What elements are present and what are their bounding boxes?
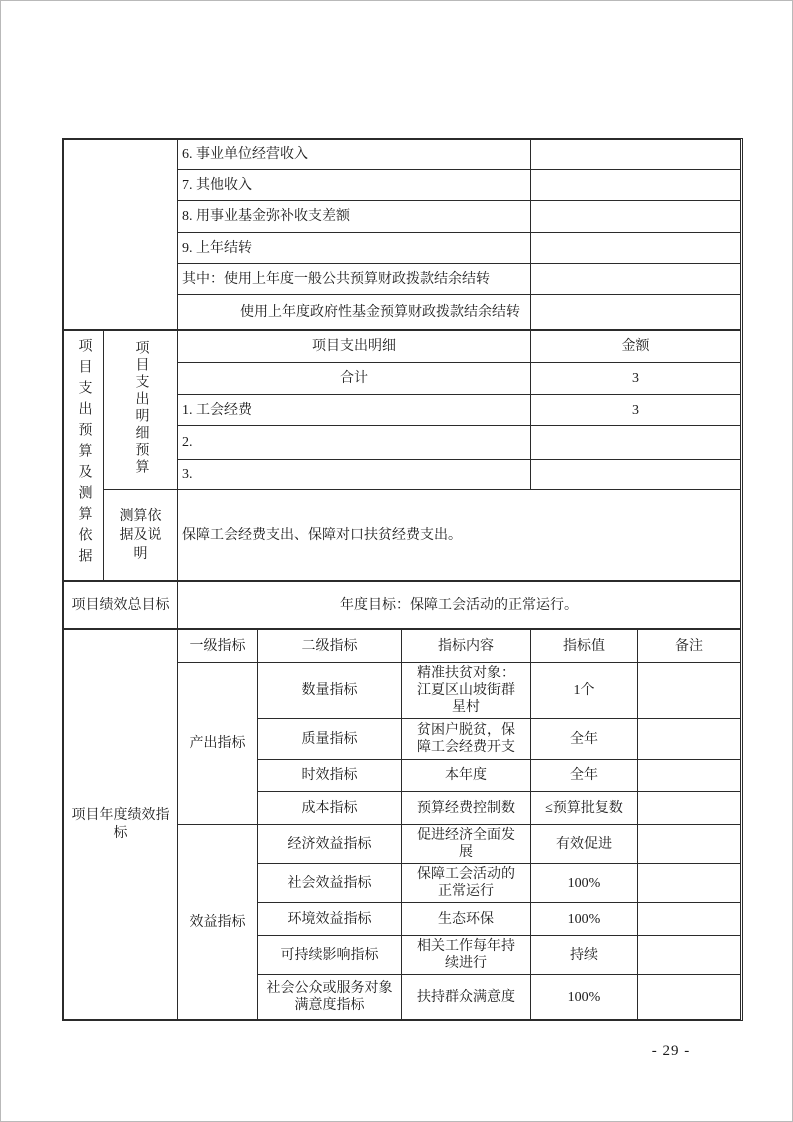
indicators-section [63, 629, 741, 1020]
indicator-value: 有效促进 [531, 825, 638, 864]
indicator-note [638, 936, 741, 975]
indicator-value: 全年 [531, 760, 638, 792]
detail-budget-header [104, 331, 178, 490]
page-number: - 29 - [651, 1043, 691, 1059]
indicator-value: 100% [531, 903, 638, 936]
indicator-value: 持续 [531, 936, 638, 975]
indicators-side-header-label: 项目年度绩效指标 [71, 807, 170, 841]
indicators-side-header [64, 630, 178, 1020]
indicator-note [638, 903, 741, 936]
indicator-secondary-text: 社会公众或服务对象满意度指标 [266, 981, 393, 1013]
indicator-secondary [258, 975, 402, 1020]
detail-budget-header-label: 项目支出明细预算 [133, 339, 149, 476]
goal-header: 项目绩效总目标 [64, 582, 178, 629]
expenditure-budget-section [63, 330, 741, 581]
expenditure-row-amount: 3 [531, 363, 741, 395]
column-header-level2: 二级指标 [258, 630, 402, 663]
indicator-note [638, 975, 741, 1020]
indicator-note [638, 719, 741, 760]
income-row-label: 其中：使用上年度一般公共预算财政拨款结余结转 [178, 264, 531, 295]
income-row-label: 6. 事业单位经营收入 [178, 140, 531, 170]
expenditure-row-label: 2. [178, 426, 531, 460]
indicator-value: 100% [531, 975, 638, 1020]
indicator-content-text: 保障工会活动的正常运行 [417, 867, 515, 899]
income-row-value [531, 140, 741, 170]
amount-column-header: 金额 [531, 331, 741, 363]
indicator-note [638, 792, 741, 825]
income-row-value [531, 170, 741, 201]
budget-performance-table [62, 138, 743, 1021]
expenditure-row-amount [531, 426, 741, 460]
expenditure-row-label: 3. [178, 460, 531, 490]
indicator-content-text: 精准扶贫对象：江夏区山坡街群星村 [417, 666, 515, 715]
indicator-content [402, 663, 531, 719]
indicator-content [402, 760, 531, 792]
income-row-value [531, 233, 741, 264]
indicator-content-text: 预算经费控制数 [417, 800, 515, 816]
detail-column-header: 项目支出明细 [178, 331, 531, 363]
left-spacer-cell [64, 140, 178, 330]
performance-goal-section [63, 581, 741, 629]
indicator-content [402, 864, 531, 903]
indicator-value: 100% [531, 864, 638, 903]
income-row-label: 8. 用事业基金弥补收支差额 [178, 201, 531, 233]
group-benefit-indicators: 效益指标 [178, 825, 258, 1020]
indicator-content [402, 975, 531, 1020]
indicator-secondary: 数量指标 [258, 663, 402, 719]
indicator-secondary: 环境效益指标 [258, 903, 402, 936]
indicator-content-text: 促进经济全面发展 [417, 828, 515, 860]
indicator-value: ≤预算批复数 [531, 792, 638, 825]
indicator-secondary: 可持续影响指标 [258, 936, 402, 975]
expenditure-row-label: 1. 工会经费 [178, 395, 531, 426]
income-row-label: 7. 其他收入 [178, 170, 531, 201]
indicator-content-text: 生态环保 [438, 911, 494, 927]
expenditure-row-amount [531, 460, 741, 490]
goal-text: 年度目标：保障工会活动的正常运行。 [178, 582, 741, 629]
income-row-label: 使用上年度政府性基金预算财政拨款结余结转 [178, 295, 531, 330]
indicator-note [638, 663, 741, 719]
income-row-value [531, 295, 741, 330]
indicator-secondary: 质量指标 [258, 719, 402, 760]
expenditure-row-label: 合计 [178, 363, 531, 395]
expenditure-row-amount: 3 [531, 395, 741, 426]
income-rows-section [63, 139, 741, 330]
indicator-value: 1个 [531, 663, 638, 719]
indicator-content-text: 贫困户脱贫，保障工会经费开支 [417, 723, 515, 755]
column-header-content: 指标内容 [402, 630, 531, 663]
indicator-secondary: 社会效益指标 [258, 864, 402, 903]
indicator-content [402, 903, 531, 936]
income-row-value [531, 201, 741, 233]
column-header-level1: 一级指标 [178, 630, 258, 663]
income-row-label: 9. 上年结转 [178, 233, 531, 264]
expenditure-side-header [64, 331, 104, 581]
indicator-note [638, 825, 741, 864]
column-header-value: 指标值 [531, 630, 638, 663]
indicator-value: 全年 [531, 719, 638, 760]
column-header-note: 备注 [638, 630, 741, 663]
indicator-content-text: 相关工作每年持续进行 [417, 939, 515, 971]
indicator-note [638, 760, 741, 792]
indicator-note [638, 864, 741, 903]
income-row-value [531, 264, 741, 295]
indicator-content-text: 扶持群众满意度 [417, 989, 515, 1005]
indicator-content [402, 936, 531, 975]
indicator-content [402, 825, 531, 864]
expenditure-side-header-label: 项目支出预算及测算依据 [76, 337, 92, 569]
indicator-content [402, 719, 531, 760]
indicator-secondary: 经济效益指标 [258, 825, 402, 864]
indicator-content-text: 本年度 [445, 768, 487, 783]
basis-header-label: 测算依据及说明 [119, 508, 162, 562]
group-output-indicators: 产出指标 [178, 663, 258, 825]
basis-text: 保障工会经费支出、保障对口扶贫经费支出。 [178, 490, 741, 581]
basis-header [104, 490, 178, 581]
indicator-secondary: 成本指标 [258, 792, 402, 825]
indicator-secondary: 时效指标 [258, 760, 402, 792]
indicator-content [402, 792, 531, 825]
